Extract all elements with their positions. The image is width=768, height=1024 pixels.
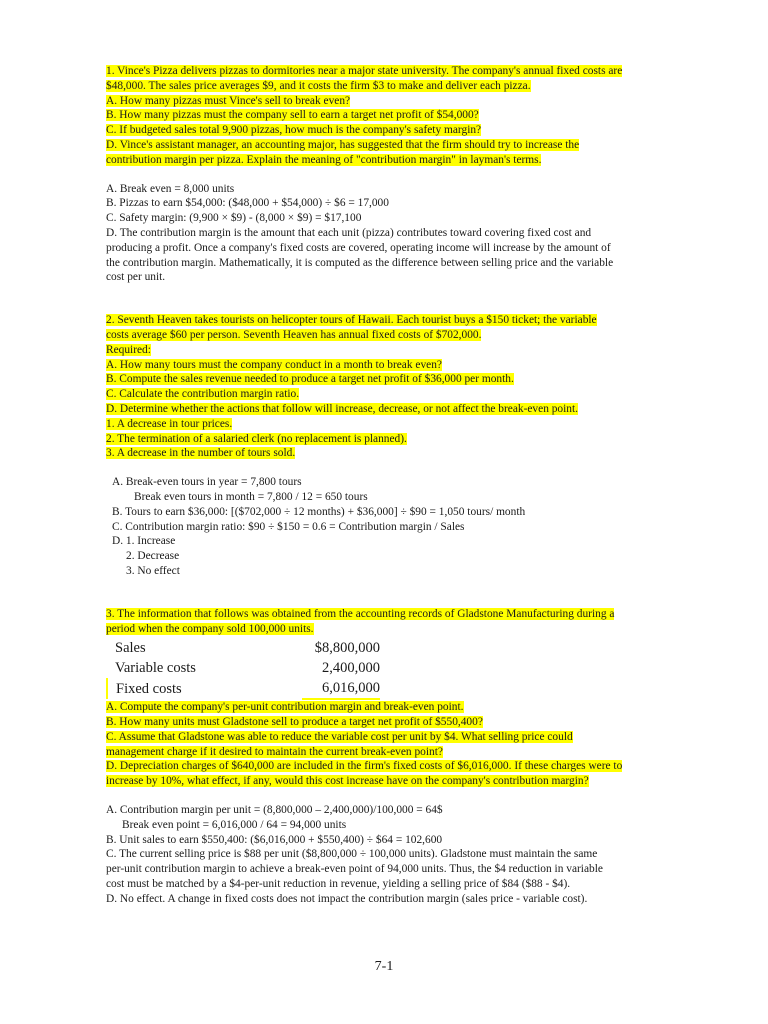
q2-answer-line: 2. Decrease bbox=[126, 550, 180, 563]
q2-answer-line: Break even tours in month = 7,800 / 12 = 650 tours bbox=[134, 490, 368, 503]
q2-question-line: Required: bbox=[106, 343, 151, 356]
q2-question-line: 2. The termination of a salaried clerk (no replacement is planned). bbox=[106, 432, 407, 445]
q1-question-line: A. How many pizzas must Vince's sell to break even? bbox=[106, 94, 351, 107]
q3-question-line: D. Depreciation charges of $640,000 are included in the firm's fixed costs of $6,016,000. If these charges were to bbox=[106, 760, 623, 773]
q1-answer-line: A. Break even = 8,000 units bbox=[106, 182, 235, 195]
q1-question bbox=[106, 64, 678, 168]
table-value: $8,800,000 bbox=[314, 640, 380, 657]
q1-answer-line: the contribution margin. Mathematically, it is computed as the difference between selling price and the variable bbox=[106, 256, 614, 269]
q1-answer-line: cost per unit. bbox=[106, 271, 166, 284]
q2-question-line: C. Calculate the contribution margin ratio. bbox=[106, 388, 300, 401]
q2-question-line: A. How many tours must the company conduct in a month to break even? bbox=[106, 358, 442, 371]
q3-intro-line: 3. The information that follows was obtained from the accounting records of Gladstone Manufacturing during a bbox=[106, 607, 615, 620]
q3-answer-line: D. No effect. A change in fixed costs does not impact the contribution margin (sales price - variable cost). bbox=[106, 892, 588, 905]
table-row bbox=[107, 638, 380, 658]
q1-question-line: $48,000. The sales price averages $9, and it costs the firm $3 to make and deliver each pizza. bbox=[106, 79, 531, 92]
q3-question-line: A. Compute the company's per-unit contribution margin and break-even point. bbox=[106, 701, 464, 714]
table-label: Variable costs bbox=[115, 660, 196, 677]
page-number: 7-1 bbox=[374, 959, 394, 974]
q3-question-line: C. Assume that Gladstone was able to reduce the variable cost per unit by $4. What selling price could bbox=[106, 730, 573, 743]
q3-intro-line: period when the company sold 100,000 units. bbox=[106, 622, 314, 635]
document-page bbox=[106, 64, 678, 907]
q1-answer-line: producing a profit. Once a company's fixed costs are covered, operating income will increase by the amount of bbox=[106, 241, 611, 254]
q3-question-line: B. How many units must Gladstone sell to produce a target net profit of $550,400? bbox=[106, 716, 483, 729]
q1-answers bbox=[106, 182, 678, 286]
q1-question-line: D. Vince's assistant manager, an accounting major, has suggested that the firm should try to increase the bbox=[106, 138, 580, 151]
q1-answer-line: B. Pizzas to earn $54,000: ($48,000 + $54,000) ÷ $6 = 17,000 bbox=[106, 197, 389, 210]
q3-financial-table bbox=[106, 638, 380, 700]
q2-answer-line: C. Contribution margin ratio: $90 ÷ $150 = 0.6 = Contribution margin / Sales bbox=[112, 520, 465, 533]
q2-question-line: 3. A decrease in the number of tours sold. bbox=[106, 447, 296, 460]
q2-question bbox=[106, 313, 678, 461]
table-label: Sales bbox=[115, 640, 146, 657]
q1-question-line: contribution margin per pizza. Explain the meaning of "contribution margin" in layman's terms. bbox=[106, 153, 542, 166]
table-value: 2,400,000 bbox=[322, 660, 380, 677]
q1-answer-line: D. The contribution margin is the amount that each unit (pizza) contributes toward covering fixed cost and bbox=[106, 226, 592, 239]
q2-question-line: 2. Seventh Heaven takes tourists on helicopter tours of Hawaii. Each tourist buys a $150 ticket; the variable bbox=[106, 314, 597, 327]
table-row bbox=[107, 658, 380, 678]
q2-answer-line: D. 1. Increase bbox=[112, 535, 176, 548]
q3-intro bbox=[106, 607, 678, 637]
table-row bbox=[107, 678, 380, 699]
q3-answers bbox=[106, 803, 678, 907]
q3-question bbox=[106, 700, 678, 789]
table-label: Fixed costs bbox=[107, 678, 302, 699]
q2-question-line: 1. A decrease in tour prices. bbox=[106, 417, 233, 430]
q3-answer-line: B. Unit sales to earn $550,400: ($6,016,000 + $550,400) ÷ $64 = 102,600 bbox=[106, 833, 443, 846]
q1-question-line: C. If budgeted sales total 9,900 pizzas, how much is the company's safety margin? bbox=[106, 124, 482, 137]
q2-answer-line: A. Break-even tours in year = 7,800 tours bbox=[112, 476, 302, 489]
q3-question-line: increase by 10%, what effect, if any, would this cost increase have on the company's contribution margin? bbox=[106, 775, 589, 788]
q2-answer-line: 3. No effect bbox=[126, 564, 180, 577]
q3-answer-line: cost must be matched by a $4-per-unit reduction in revenue, yielding a selling price of $84 ($88 - $4). bbox=[106, 878, 571, 891]
q3-answer-line: Break even point = 6,016,000 / 64 = 94,000 units bbox=[122, 818, 347, 831]
q2-answers bbox=[106, 475, 678, 579]
q2-answer-line: B. Tours to earn $36,000: [($702,000 ÷ 12 months) + $36,000] ÷ $90 = 1,050 tours/ month bbox=[112, 505, 526, 518]
q3-question-line: management charge if it desired to maintain the current break-even point? bbox=[106, 745, 443, 758]
q3-answer-line: C. The current selling price is $88 per unit ($8,800,000 ÷ 100,000 units). Gladstone must maintain the same bbox=[106, 848, 598, 861]
q2-question-line: B. Compute the sales revenue needed to produce a target net profit of $36,000 per month. bbox=[106, 373, 514, 386]
table-value: 6,016,000 bbox=[302, 678, 380, 699]
q3-answer-line: A. Contribution margin per unit = (8,800,000 – 2,400,000)/100,000 = 64$ bbox=[106, 804, 443, 817]
q2-question-line: costs average $60 per person. Seventh Heaven has annual fixed costs of $702,000. bbox=[106, 328, 482, 341]
q2-question-line: D. Determine whether the actions that follow will increase, decrease, or not affect the break-even point. bbox=[106, 402, 578, 415]
q1-answer-line: C. Safety margin: (9,900 × $9) - (8,000 × $9) = $17,100 bbox=[106, 212, 362, 225]
q3-answer-line: per-unit contribution margin to achieve a break-even point of 94,000 units. Thus, the $4 reduction in variable bbox=[106, 863, 603, 876]
q1-question-line: B. How many pizzas must the company sell to earn a target net profit of $54,000? bbox=[106, 109, 479, 122]
q1-question-line: 1. Vince's Pizza delivers pizzas to dormitories near a major state university. The company's annual fixed costs are bbox=[106, 65, 623, 77]
